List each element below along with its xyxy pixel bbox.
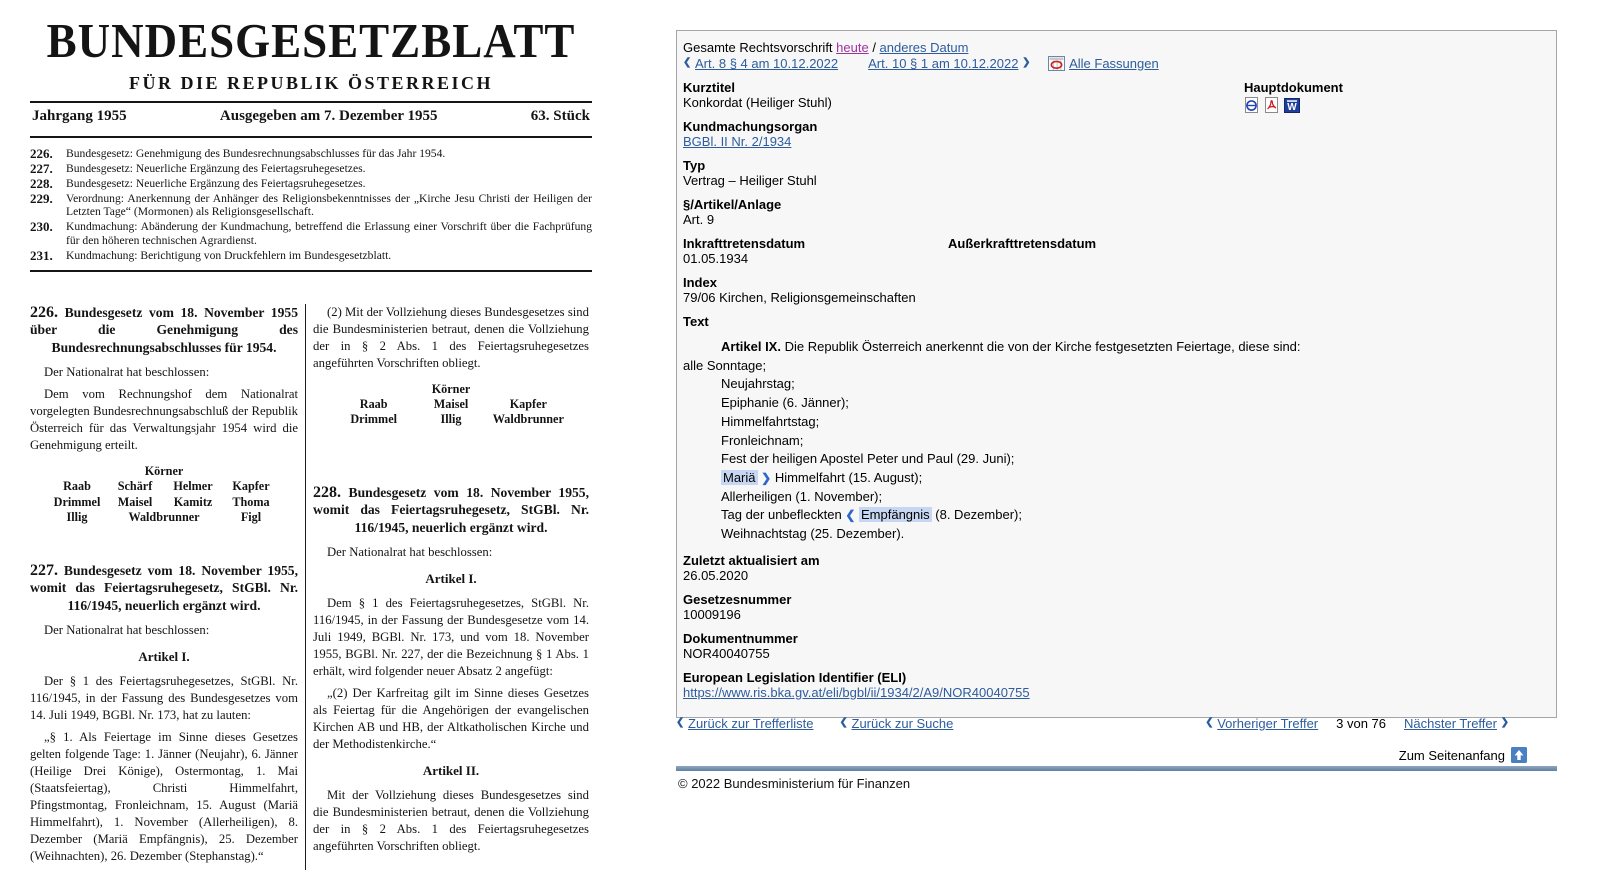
paragraph: Der § 1 des Feiertagsruhegesetzes, StGBl. Nr. 116/1945, in der Fassung des Bundesgesetzes vom 14. Juli 1949, BGBl. Nr. 173, hat zu lauten: [30, 674, 298, 723]
previous-hit-chevron-icon[interactable]: ❮ [845, 508, 856, 523]
field-label: Text [683, 314, 709, 329]
previous-result-link[interactable]: Vorheriger Treffer [1217, 716, 1319, 731]
result-counter: 3 von 76 [1336, 716, 1387, 731]
hauptdokument-section [1244, 80, 1343, 116]
signature-name: Helmer [173, 479, 213, 494]
divider [30, 270, 592, 272]
law-text-body [683, 338, 1546, 544]
paragraph: Der Nationalrat hat beschlossen: [44, 365, 210, 380]
version-row [683, 40, 1546, 55]
law-226-heading [30, 304, 298, 357]
word-doc-icon[interactable] [1284, 98, 1300, 116]
separator: / [868, 40, 880, 55]
toc-text: Kundmachung: Berichtigung von Druckfehlern im Bundesgesetzblatt. [66, 248, 392, 262]
toc-entry [30, 249, 592, 263]
chevron-left-icon: ❮ [839, 717, 848, 728]
other-date-link[interactable]: anderes Datum [879, 40, 969, 55]
field-label: Dokumentnummer [683, 630, 798, 646]
signature-name: Figl [240, 510, 262, 525]
field-value: Konkordat (Heiliger Stuhl) [683, 95, 832, 110]
signature-name: Kapfer [232, 479, 270, 494]
field-value: 26.05.2020 [683, 567, 749, 583]
text-line: Fronleichnam; [721, 432, 804, 448]
kundmachungsorgan-link[interactable]: BGBl. II Nr. 2/1934 [683, 134, 792, 149]
field-label: Index [683, 275, 717, 290]
text-line: alle Sonntage; [683, 357, 767, 373]
all-versions-calendar-icon[interactable] [1048, 56, 1065, 71]
gazette-masthead-subtitle: FÜR DIE REPUBLIK ÖSTERREICH [128, 73, 494, 94]
gazette-issue-row [30, 103, 592, 129]
field-dates [683, 236, 1546, 266]
paragraph: „(2) Der Karfreitag gilt im Sinne dieses Gesetzes als Feiertag für die Angehörigen der evangelischen Kirchen AB und HB, der Altkatholischen Kirche und der Methodistenkirche.“ [313, 686, 589, 752]
signature-name: Drimmel [350, 412, 398, 427]
result-navigation-bar [676, 716, 1557, 731]
artikel-i-heading: Artikel I. [425, 571, 477, 587]
signature-name: Raab [359, 396, 388, 411]
signature-name: Drimmel [53, 494, 101, 509]
field-kundmachungsorgan [683, 119, 1546, 149]
toc-number: 230. [30, 219, 53, 235]
signature-name: Thoma [232, 494, 270, 509]
signature-name: Schärf [117, 479, 153, 494]
field-zuletzt-aktualisiert [683, 553, 1546, 583]
toc-text: Bundesgesetz: Neuerliche Ergänzung des Feiertagsruhegesetzes. [66, 162, 366, 176]
toc-entry [30, 162, 592, 176]
toc-text: Kundmachung: Abänderung der Kundmachung, betreffend die Erlassung einer Vorschrift über die Fachprüfung für den höheren technischen Agrardienst. [66, 220, 592, 248]
text-line: Allerheiligen (1. November); [721, 488, 883, 504]
hauptdokument-label: Hauptdokument [1244, 80, 1343, 95]
column-divider [305, 304, 306, 870]
gazette-masthead-title: BUNDESGESETZBLATT [46, 13, 576, 68]
text-line [683, 506, 1546, 525]
text-run: (8. Dezember); [931, 507, 1022, 523]
text-line: Weihnachtstag (25. Dezember). [721, 526, 905, 542]
chevron-left-icon: ❮ [1205, 717, 1214, 728]
html-doc-icon[interactable] [1244, 97, 1259, 116]
field-kurztitel [683, 80, 1546, 110]
signature-block-227 [313, 382, 589, 428]
signature-name: Kapfer [509, 396, 547, 411]
field-artikel-anlage [683, 197, 1546, 227]
gazette-right-column [313, 304, 589, 870]
field-label: European Legislation Identifier (ELI) [683, 669, 907, 685]
gazette-year: Jahrgang 1955 [32, 108, 127, 125]
eli-link[interactable]: https://www.ris.bka.gv.at/eli/bgbl/ii/1934/2/A9/NOR40040755 [683, 684, 1030, 700]
text-line: Epiphanie (6. Jänner); [721, 395, 849, 411]
signature-name: Waldbrunner [492, 412, 564, 427]
gazette-piece-number: 63. Stück [530, 108, 590, 125]
field-value: 01.05.1934 [683, 251, 749, 266]
field-value: 79/06 Kirchen, Religionsgemeinschaften [683, 290, 916, 305]
field-label: Kurztitel [683, 80, 735, 95]
field-value: Art. 9 [683, 212, 715, 227]
text-line: Himmelfahrtstag; [721, 413, 820, 429]
paragraph: Der Nationalrat hat beschlossen: [44, 623, 210, 638]
version-row-label: Gesamte Rechtsvorschrift [683, 40, 837, 55]
field-label: Gesetzesnummer [683, 591, 792, 607]
paragraph: Dem vom Rechnungshof dem Nationalrat vorgelegten Bundesrechnungsabschluß der Republik Österreich für das Verwaltungsjahr 1954 wird die Genehmigung erteilt. [30, 387, 298, 453]
field-text [683, 314, 1546, 544]
toc-number: 228. [30, 175, 53, 191]
all-versions-link[interactable]: Alle Fassungen [1069, 56, 1159, 71]
artikel-i-heading: Artikel I. [138, 649, 190, 665]
field-value: Vertrag – Heiliger Stuhl [683, 173, 817, 188]
artikel-ii-heading: Artikel II. [422, 763, 480, 779]
up-arrow-icon[interactable] [1511, 747, 1527, 763]
text-line: Neujahrstag; [721, 376, 795, 392]
text-line: Fest der heiligen Apostel Peter und Paul (29. Juni); [721, 451, 1015, 467]
toc-number: 226. [30, 146, 53, 162]
signature-name: Raab [63, 479, 91, 494]
text-run: Himmelfahrt (15. August); [771, 469, 923, 485]
back-to-search-link[interactable]: Zurück zur Suche [851, 716, 954, 731]
gazette-two-column-body [30, 304, 592, 870]
toc-entry [30, 147, 592, 161]
to-top-row [676, 747, 1557, 763]
document-metadata-panel [676, 30, 1557, 718]
law-228-title: Bundesgesetz vom 18. November 1955, womit das Feiertagsruhegesetz, StGBl. Nr. 116/1945, neuerlich ergänzt wird. [313, 484, 589, 535]
toc-entry [30, 220, 592, 248]
signature-name: Illig [66, 510, 88, 525]
paragraph: Der Nationalrat hat beschlossen: [327, 545, 493, 560]
gazette-left-column [30, 304, 298, 870]
chevron-left-icon: ❮ [683, 57, 692, 68]
signature-name: Kamitz [173, 494, 213, 509]
paragraph: (2) Mit der Vollziehung dieses Bundesgesetzes sind die Bundesministerien betraut, denen die Vollziehung der in § 2 Abs. 1 des Feiertagsruhegesetzes angeführten Vorschriften obliegt. [313, 304, 589, 370]
gazette-published-date: Ausgegeben am 7. Dezember 1955 [219, 108, 438, 125]
law-226-title: Bundesgesetz vom 18. November 1955 über die Genehmigung des Bundesrechnungsabschlusses für 1954. [30, 304, 298, 355]
chevron-right-icon: ❯ [1022, 57, 1031, 68]
toc-number: 231. [30, 247, 53, 263]
chevron-right-icon: ❯ [1500, 717, 1509, 728]
next-hit-chevron-icon[interactable]: ❯ [761, 470, 772, 485]
back-to-results-link[interactable]: Zurück zur Trefferliste [688, 716, 814, 731]
field-gesetzesnummer [683, 592, 1546, 622]
article-navigation [683, 56, 1546, 71]
field-typ [683, 158, 1546, 188]
field-value: NOR40040755 [683, 645, 770, 661]
to-top-label: Zum Seitenanfang [1398, 747, 1505, 763]
signature-name: Maisel [433, 396, 469, 411]
signature-name: Maisel [117, 494, 153, 509]
field-label: Kundmachungsorgan [683, 119, 818, 134]
artikel-ix-heading: Artikel IX. [721, 339, 781, 354]
field-label: Zuletzt aktualisiert am [683, 552, 820, 568]
pdf-doc-icon[interactable] [1264, 97, 1279, 116]
paragraph: Mit der Vollziehung dieses Bundesgesetzes sind die Bundesministerien betraut, denen die Vollziehung der in § 2 Abs. 1 des Feiertagsruhegesetzes angeführten Vorschriften obliegt. [313, 788, 589, 854]
search-hit-highlight: Empfängnis [861, 507, 930, 523]
law-227-title: Bundesgesetz vom 18. November 1955, womit das Feiertagsruhegesetz, StGBl. Nr. 116/1945, neuerlich ergänzt wird. [30, 562, 298, 613]
text-run: Tag der unbefleckten [721, 507, 846, 523]
signature-name: Illig [440, 412, 462, 427]
signature-name: Körner [144, 464, 184, 479]
scanned-gazette-page [30, 13, 592, 870]
text-line [683, 469, 1546, 488]
field-eli [683, 670, 1546, 700]
signature-block-226 [30, 464, 298, 526]
next-result-link[interactable]: Nächster Treffer [1404, 716, 1497, 731]
divider [30, 136, 592, 138]
search-hit-highlight: Mariä [723, 469, 756, 485]
toc-text: Bundesgesetz: Neuerliche Ergänzung des Feiertagsruhegesetzes. [66, 176, 366, 190]
today-link[interactable]: heute [836, 40, 869, 55]
field-value: 10009196 [683, 606, 741, 622]
paragraph: Dem § 1 des Feiertagsruhegesetzes, StGBl. Nr. 116/1945, in der Fassung der Bundesgesetze vom 14. Juli 1949, BGBl. Nr. 173, und vom 18. November 1955, BGBl. Nr. 227, der die Bezeichnung § 1 Abs. 1 erhält, wird folgender neuer Absatz 2 angefügt: [313, 596, 589, 679]
toc-entry [30, 177, 592, 191]
text-run: Die Republik Österreich anerkennt die von der Kirche festgesetzten Feiertage, diese sind: [780, 339, 1301, 354]
previous-article-link[interactable]: Art. 8 § 4 am 10.12.2022 [695, 56, 839, 71]
next-article-link[interactable]: Art. 10 § 1 am 10.12.2022 [868, 56, 1019, 71]
gazette-table-of-contents [30, 147, 592, 262]
field-label: Typ [683, 158, 706, 173]
field-dokumentnummer [683, 631, 1546, 661]
toc-entry [30, 192, 592, 220]
field-label: Außerkrafttretensdatum [948, 236, 1097, 251]
toc-text: Bundesgesetz: Genehmigung des Bundesrechnungsabschlusses für das Jahr 1954. [66, 147, 446, 161]
paragraph: „§ 1. Als Feiertage im Sinne dieses Gesetzes gelten folgende Tage: 1. Jänner (Neujahr), 6. Jänner (Heilige Drei Könige), Ostermontag, 1. Mai (Staatsfeiertag), Christi Himmelfahrt, Pfingstmontag, Fronleichnam, 15. August (Mariä Himmelfahrt), 1. November (Allerheiligen), 8. Dezember (Mariä Empfängnis), 25. Dezember (Weihnachten), 26. Dezember (Stephanstag).“ [30, 730, 298, 864]
chevron-left-icon: ❮ [676, 717, 685, 728]
copyright-notice: © 2022 Bundesministerium für Finanzen [678, 776, 911, 791]
law-226-number: 226. [30, 303, 58, 321]
toc-number: 227. [30, 161, 53, 177]
field-index [683, 275, 1546, 305]
text-paragraph [683, 338, 1546, 357]
law-227-number: 227. [30, 561, 58, 579]
signature-name: Waldbrunner [128, 510, 200, 525]
toc-number: 229. [30, 190, 53, 206]
field-label: §/Artikel/Anlage [683, 197, 782, 212]
field-label: Inkrafttretensdatum [683, 236, 806, 251]
law-228-heading [313, 484, 589, 537]
law-228-number: 228. [313, 483, 341, 501]
law-227-heading [30, 562, 298, 615]
footer-divider-bar [676, 766, 1557, 771]
svg-text:W: W [1287, 101, 1297, 113]
toc-text: Verordnung: Anerkennung der Anhänger des Religionsbekenntnisses der „Kirche Jesu Christi der Heiligen der Letzten Tage“ (Mormonen) als Religionsgesellschaft. [66, 191, 592, 219]
signature-name: Körner [431, 381, 471, 396]
